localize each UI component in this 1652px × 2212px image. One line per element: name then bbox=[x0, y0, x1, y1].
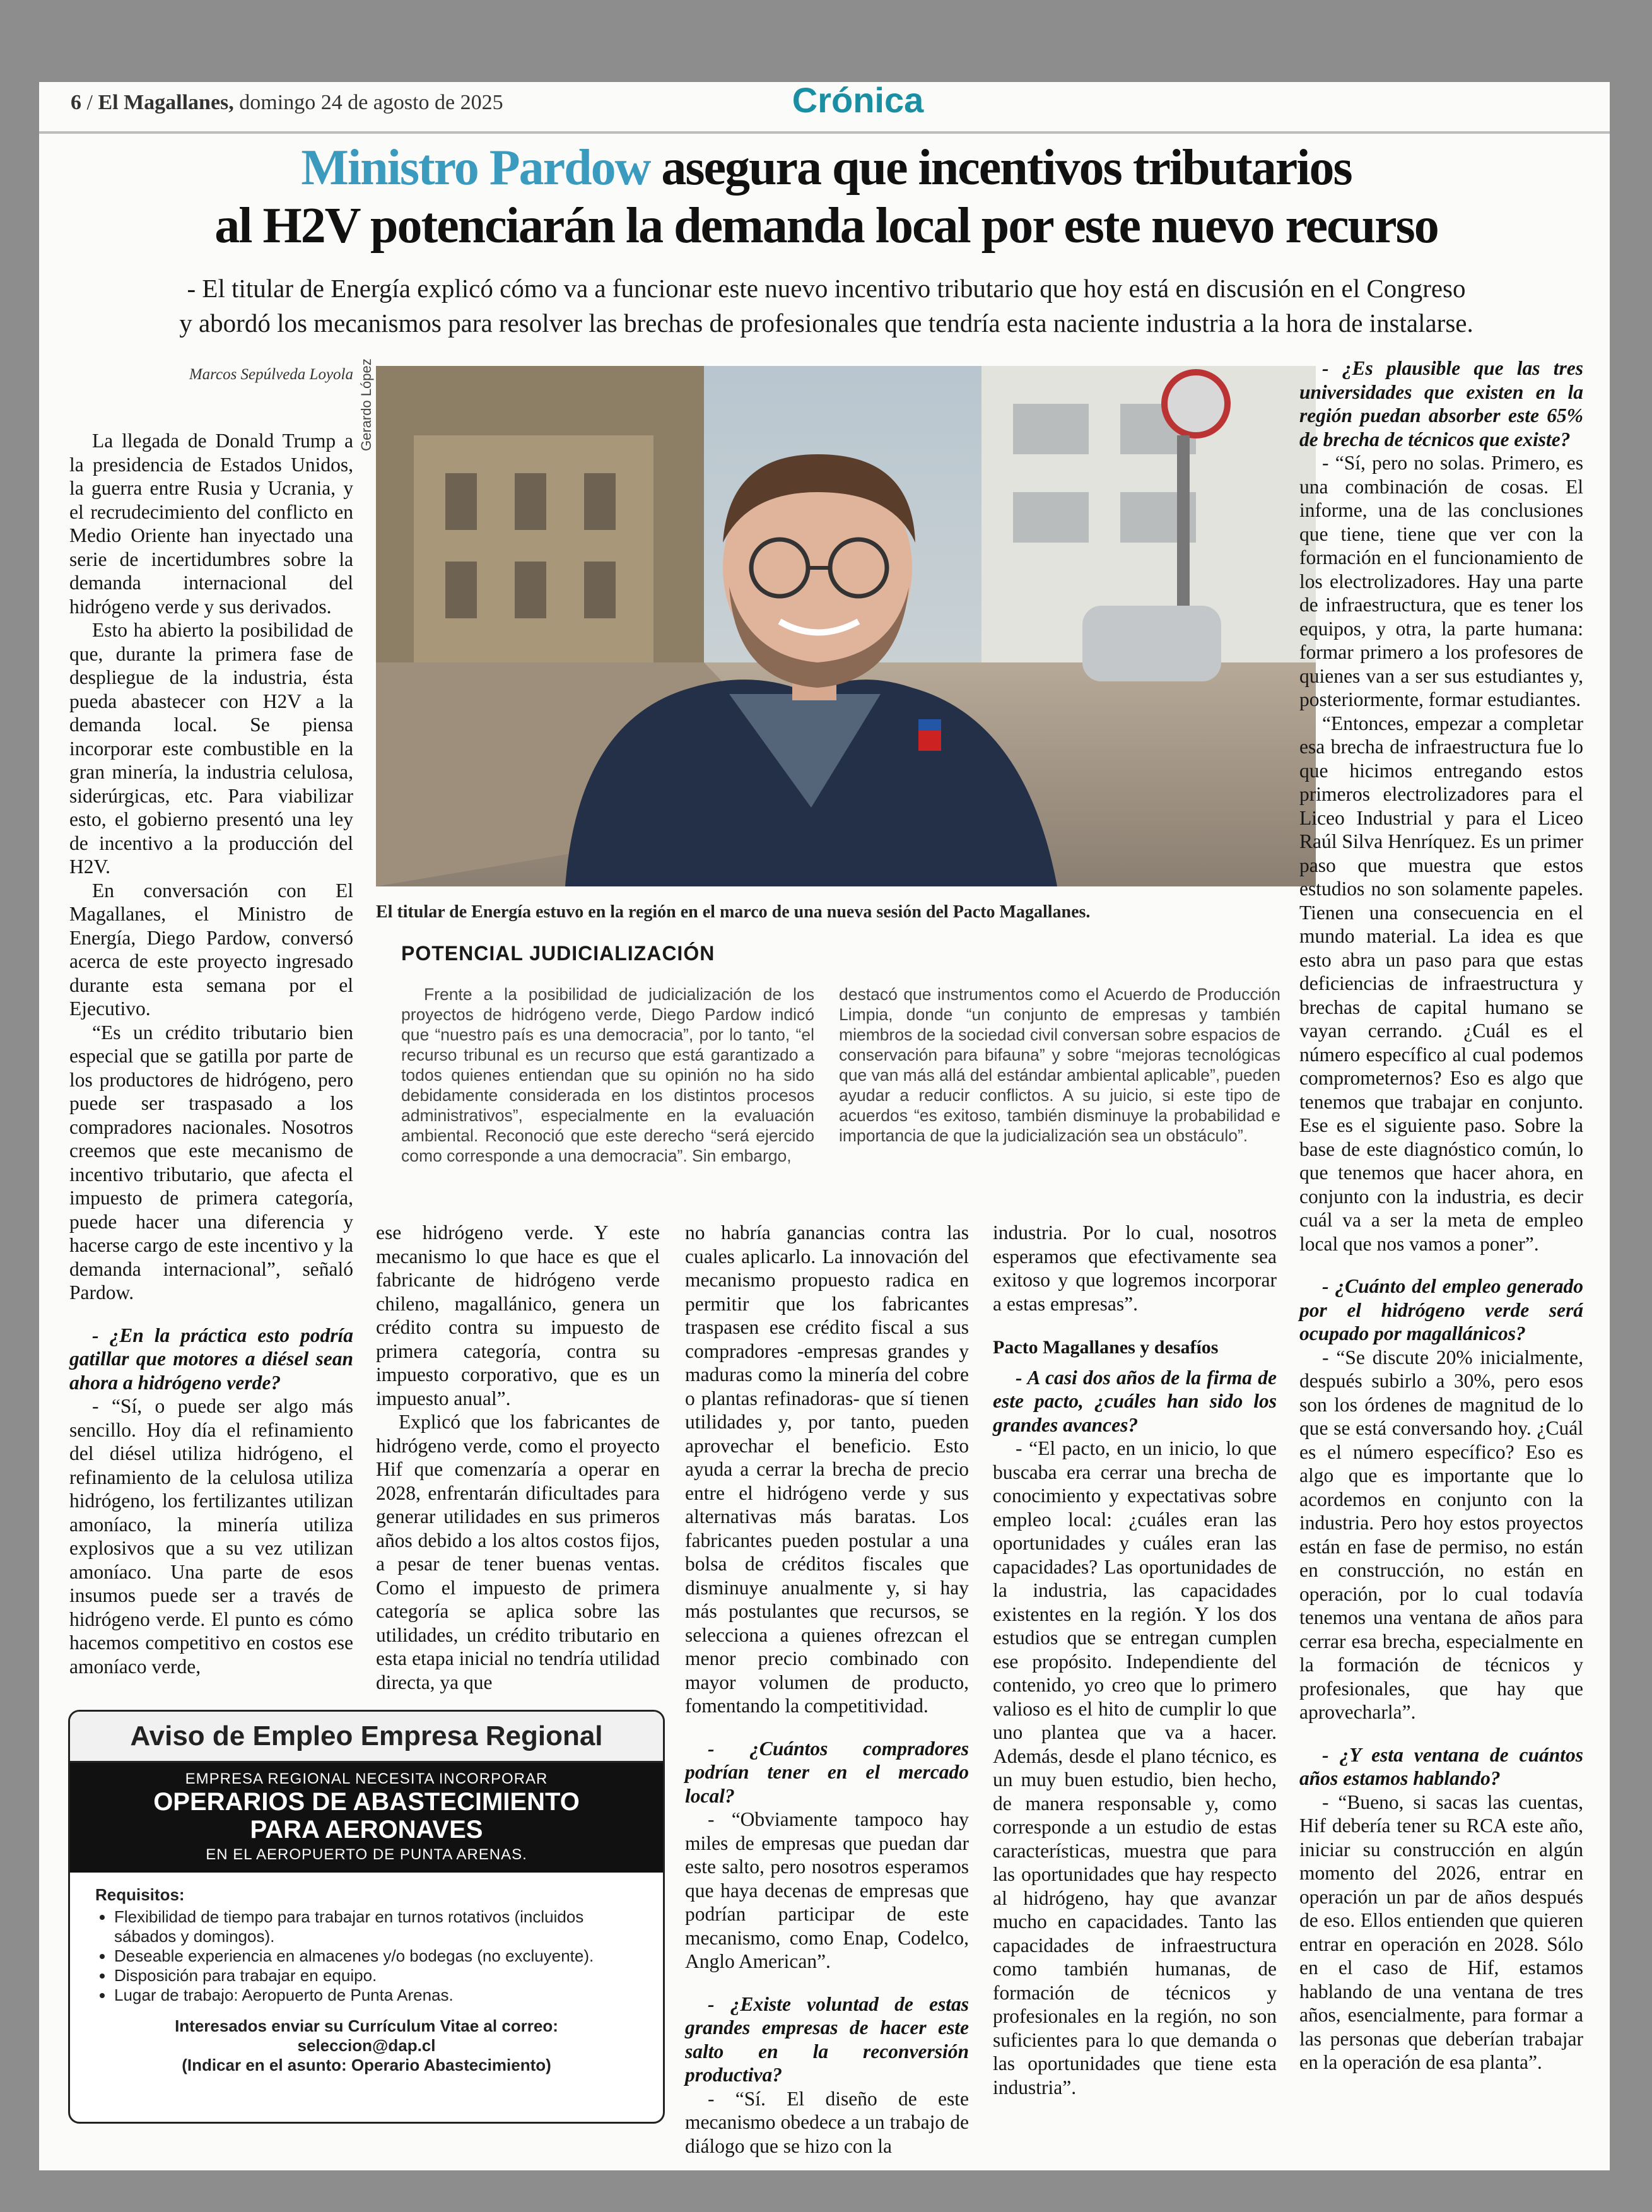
interview-answer: - “El pacto, en un inicio, lo que buscaba era cerrar una brecha de conocimiento y expectativas sobre empleo local: ¿cuáles eran las oportunidades y cuáles eran las capacidades? Las oportunidades de la industria, las capacidades existentes en la región. Y los dos estudios que se entregan cumplen ese propósito. Independiente del contenido, yo creo que lo primero valioso es el hito de cumplir lo que uno plantea que va a hacer. Además, desde el plano técnico, es un muy buen estudio, bien hecho, de manera responsable y, como corresponde a un estudio de estas características, muestra que para las oportunidades que hay respecto al hidrógeno, hay que avanzar mucho en capacidades. Tanto las capacidades de infraestructura como también humanas, de formación de técnicos y profesionales en la región, no son suficientes para lo que demanda o las oportunidades que tiene esta industria”. bbox=[993, 1437, 1277, 2098]
interview-question: - ¿En la práctica esto podría gatillar que motores a diésel sean ahora a hidrógeno verde? bbox=[69, 1324, 353, 1394]
article-column-2 bbox=[376, 1221, 660, 1694]
photo-credit: Gerardo López bbox=[358, 358, 374, 451]
minister-portrait-image bbox=[376, 366, 1316, 886]
paragraph: no habría ganancias contra las cuales aplicarlo. La innovación del mecanismo propuesto radica en permitir que los fabricantes traspasen ese crédito fiscal a sus compradores -empresas grandes y maduras como la minería del cobre o plantas refinadoras- que sí tienen utilidades y, por tanto, pueden aprovechar el beneficio. Esto ayuda a cerrar la brecha de precio entre el hidrógeno verde y sus alternativas más baratas. Los fabricantes pueden postular a una bolsa de créditos fiscales que disminuye anualmente y, si hay más postulantes que recursos, se selecciona a quienes ofrezcan el menor precio combinado con mayor volumen de producto, fomentando la competitividad. bbox=[685, 1221, 969, 1717]
sidebar-paragraph: Frente a la posibilidad de judicialización de los proyectos de hidrógeno verde, Diego Pardow indicó que “nuestro país es una democracia”, por lo tanto, “el recurso tribunal es un recurso que está garantizado a todos quienes entiendan que su opinión no ha sido debidamente considerada en los distintos procesos administrativos”, especialmente en la evaluación ambiental. Reconoció que este derecho “será ejercido como corresponde a una democracia”. Sin embargo, bbox=[401, 985, 814, 1165]
headline-line1: asegura que incentivos tributarios bbox=[650, 140, 1352, 196]
interview-answer: - “Obviamente tampoco hay miles de empresas que puedan dar este salto, pero nosotros esperamos que haya decenas de empresas que podrían participar de este mecanismo, como Enap, Codelco, Anglo American”. bbox=[685, 1808, 969, 1972]
ad-contact-intro: Interesados enviar su Currículum Vitae al correo: bbox=[175, 2016, 558, 2035]
paragraph: “Es un crédito tributario bien especial que se gatilla por parte de los productores de hidrógeno, pero puede ser traspasado a los compradores nacionales. Nosotros creemos que este mecanismo de incentivo tributario, que afecta el impuesto de primera categoría, puede hacer una diferencia y hacerse cargo de este incentivo y la demanda internacional”, señaló Pardow. bbox=[69, 1021, 353, 1303]
page-folio bbox=[71, 91, 503, 115]
interview-question: - A casi dos años de la firma de este pacto, ¿cuáles han sido los grandes avances? bbox=[993, 1366, 1277, 1436]
article-column-4 bbox=[993, 1221, 1277, 2099]
deck-line2: y abordó los mecanismos para resolver las brechas de profesionales que tendría esta naciente industria a la hora de instalarse. bbox=[179, 309, 1473, 338]
ad-banner-intro: EMPRESA REGIONAL NECESITA INCORPORAR bbox=[185, 1770, 548, 1787]
paragraph: “Entonces, empezar a completar esa brecha de infraestructura fue lo que hicimos entregando estos primeros electrolizadores para el Liceo Industrial y para el Liceo Raúl Silva Henríquez. Es un primer paso que muestra que estos estudios no son solamente papeles. Tienen una consecuencia en el mundo material. La idea es que esto abra un paso para que estas deficiencias de infraestructura y brechas de capital humano se vayan cerrando. ¿Cuál es el número específico al cual podemos comprometernos? Eso es algo que tenemos que trabajar en conjunto. Ese es el siguiente paso. Sobre la base de este diagnóstico común, lo que tenemos que hacer ahora, en conjunto con la industria, es decir cuál va a ser la meta de empleo local que nos vamos a poner”. bbox=[1299, 712, 1583, 1255]
interview-answer: - “Sí. El diseño de este mecanismo obedece a un trabajo de diálogo que se hizo con la bbox=[685, 2087, 969, 2157]
issue-date: domingo 24 de agosto de 2025 bbox=[233, 91, 503, 114]
paragraph: La llegada de Donald Trump a la presidencia de Estados Unidos, la guerra entre Rusia y Ucrania, y el recrudecimiento del conflicto en Medio Oriente han inyectado una serie de incertidumbres sobre la demanda internacional del hidrógeno verde y sus derivados. bbox=[69, 430, 353, 618]
ad-body bbox=[70, 1873, 663, 2088]
paragraph: En conversación con El Magallanes, el Ministro de Energía, Diego Pardow, conversó acerca de este proyecto ingresado durante esta semana por el Ejecutivo. bbox=[69, 879, 353, 1020]
interview-answer: - “Sí, o puede ser algo más sencillo. Hoy día el refinamiento del diésel utiliza hidrógeno, el refinamiento de la celulosa utiliza hidrógeno, los fertilizantes utilizan amoníaco, la minería utiliza explosivos que a su vez utilizan amoníaco. Una parte de esos insumos puede ser a través de hidrógeno verde. El punto es cómo hacemos competitivo en costos ese amoníaco verde, bbox=[69, 1395, 353, 1678]
ad-requirement: • Deseable experiencia en almacenes y/o bodegas (no excluyente). bbox=[114, 1946, 638, 1966]
article-column-5 bbox=[1299, 356, 1583, 2074]
interview-question: - ¿Cuánto del empleo generado por el hidrógeno verde será ocupado por magallánicos? bbox=[1299, 1275, 1583, 1344]
section-title: Crónica bbox=[792, 80, 924, 120]
ad-requirement: • Lugar de trabajo: Aeropuerto de Punta Arenas. bbox=[114, 1986, 638, 2005]
interview-answer: - “Sí, pero no solas. Primero, es una combinación de cosas. El informe, una de las conclusiones que tiene, tiene que ver con la formación en el funcionamiento de los electrolizadores. Hay una parte de infraestructura, que es tener los equipos, y otra, la parte humana: formar primero a los profesores de quienes van a ser sus estudiantes y, posteriormente, formar estudiantes. bbox=[1299, 452, 1583, 710]
article-photo bbox=[376, 366, 1316, 886]
interview-question: - ¿Existe voluntad de estas grandes empresas de hacer este salto en la reconversión productiva? bbox=[685, 1992, 969, 2086]
ad-contact-email[interactable]: seleccion@dap.cl bbox=[297, 2036, 436, 2055]
sidebar-column-left bbox=[401, 984, 814, 1166]
ad-title: Aviso de Empleo Empresa Regional bbox=[70, 1712, 663, 1763]
paragraph: Explicó que los fabricantes de hidrógeno verde, como el proyecto Hif que comenzaría a operar en 2028, enfrentarán dificultades para generar utilidades en sus primeros años debido a los altos costos fijos, a pesar de tener buenas ventas. Como el impuesto de primera categoría se aplica sobre las utilidades, un crédito tributario en esta etapa inicial no tendría utilidad directa, ya que bbox=[376, 1411, 660, 1693]
interview-question: - ¿Es plausible que las tres universidades que existen en la región puedan absorber este 65% de brecha de técnicos que existe? bbox=[1299, 357, 1583, 450]
interview-answer: - “Se discute 20% inicialmente, después subirlo a 30%, pero esos son los órdenes de magnitud de lo que se está conversando hoy. ¿Cuál es el número específico? Eso es algo que es importante que lo acordemos en conjunto con la industria. Pero hoy estos proyectos están en fase de permiso, no están en construcción, no están en operación, por lo cual todavía tenemos una ventana de años para cerrar esa brecha, especialmente en la formación de técnicos y profesionales, que hay que aprovecharla”. bbox=[1299, 1346, 1583, 1723]
folio-sep: / bbox=[81, 91, 98, 114]
sidebar-column-right bbox=[839, 984, 1280, 1146]
job-advertisement bbox=[68, 1710, 665, 2124]
headline-accent: Ministro Pardow bbox=[301, 140, 650, 196]
paragraph: ese hidrógeno verde. Y este mecanismo lo que hace es que el fabricante de hidrógeno verde chileno, magallánico, genera un crédito contra su impuesto de primera categoría, contra su impuesto corporativo, que es un impuesto anual”. bbox=[376, 1221, 660, 1409]
subhead: Pacto Magallanes y desafíos bbox=[993, 1337, 1219, 1358]
ad-requirements-list bbox=[95, 1907, 638, 2005]
interview-answer: - “Bueno, si sacas las cuentas, Hif debería tener su RCA este año, iniciar su construcción en algún momento del 2026, entrar en operación un par de años después de eso. Ellos entienden que quieren entrar en operación en 2028. Sólo en el caso de Hif, estamos hablando de una ventana de tres años, esencialmente, para formar a las personas que deberían trabajar en la operación de esa planta”. bbox=[1299, 1791, 1583, 2073]
ad-requirement: • Flexibilidad de tiempo para trabajar en turnos rotativos (incluidos sábados y domingos). bbox=[114, 1907, 638, 1946]
byline: Marcos Sepúlveda Loyola bbox=[189, 366, 353, 383]
interview-question: - ¿Y esta ventana de cuántos años estamos hablando? bbox=[1299, 1743, 1583, 1789]
paragraph: industria. Por lo cual, nosotros esperamos que efectivamente sea exitoso y que logremos incorporar a estas empresas”. bbox=[993, 1221, 1277, 1315]
ad-contact-subject: (Indicar en el asunto: Operario Abastecimiento) bbox=[182, 2056, 551, 2074]
ad-location: EN EL AEROPUERTO DE PUNTA ARENAS. bbox=[206, 1846, 527, 1863]
headline bbox=[88, 139, 1564, 255]
deck-line1: - El titular de Energía explicó cómo va a funcionar este nuevo incentivo tributario que hoy está en discusión en el Congreso bbox=[187, 274, 1466, 303]
sidebar-paragraph: destacó que instrumentos como el Acuerdo de Producción Limpia, donde “un conjunto de empresas y también miembros de la sociedad civil conversan sobre espacios de conservación para bifauna” y sobre “mejoras tecnológicas que van más allá del estándar ambiental aplicable”, pueden ayudar a reducir conflictos. A su juicio, si este tipo de acuerdos “es exitoso, también disminuye la probabilidad e importancia de que la judicialización sea un obstáculo”. bbox=[839, 985, 1280, 1145]
article-column-1 bbox=[69, 429, 353, 1678]
headline-line2: al H2V potenciarán la demanda local por este nuevo recurso bbox=[214, 198, 1438, 254]
ad-position-line2: PARA AERONAVES bbox=[250, 1816, 483, 1844]
header-rule bbox=[39, 131, 1610, 134]
ad-banner bbox=[70, 1763, 663, 1873]
deck bbox=[88, 271, 1564, 341]
sidebar-title: POTENCIAL JUDICIALIZACIÓN bbox=[401, 942, 715, 965]
paper-name: El Magallanes, bbox=[98, 91, 234, 114]
interview-question: - ¿Cuántos compradores podrían tener en el mercado local? bbox=[685, 1737, 969, 1807]
article-column-3 bbox=[685, 1221, 969, 2158]
paragraph: Esto ha abierto la posibilidad de que, durante la primera fase de despliegue de la industria, ésta pueda abastecer con H2V a la demanda local. Se piensa incorporar este combustible en la gran minería, la industria celulosa, siderúrgicas, etc. Para viabilizar esto, el gobierno presentó una ley de incentivo a la producción del H2V. bbox=[69, 619, 353, 878]
page-number: 6 bbox=[71, 91, 81, 114]
ad-requirement: • Disposición para trabajar en equipo. bbox=[114, 1966, 638, 1986]
photo-caption: El titular de Energía estuvo en la región en el marco de una nueva sesión del Pacto Magallanes. bbox=[376, 902, 1091, 922]
ad-position-line1: OPERARIOS DE ABASTECIMIENTO bbox=[153, 1788, 580, 1816]
ad-contact bbox=[95, 2016, 638, 2075]
ad-requirements-label: Requisitos: bbox=[95, 1885, 185, 1904]
